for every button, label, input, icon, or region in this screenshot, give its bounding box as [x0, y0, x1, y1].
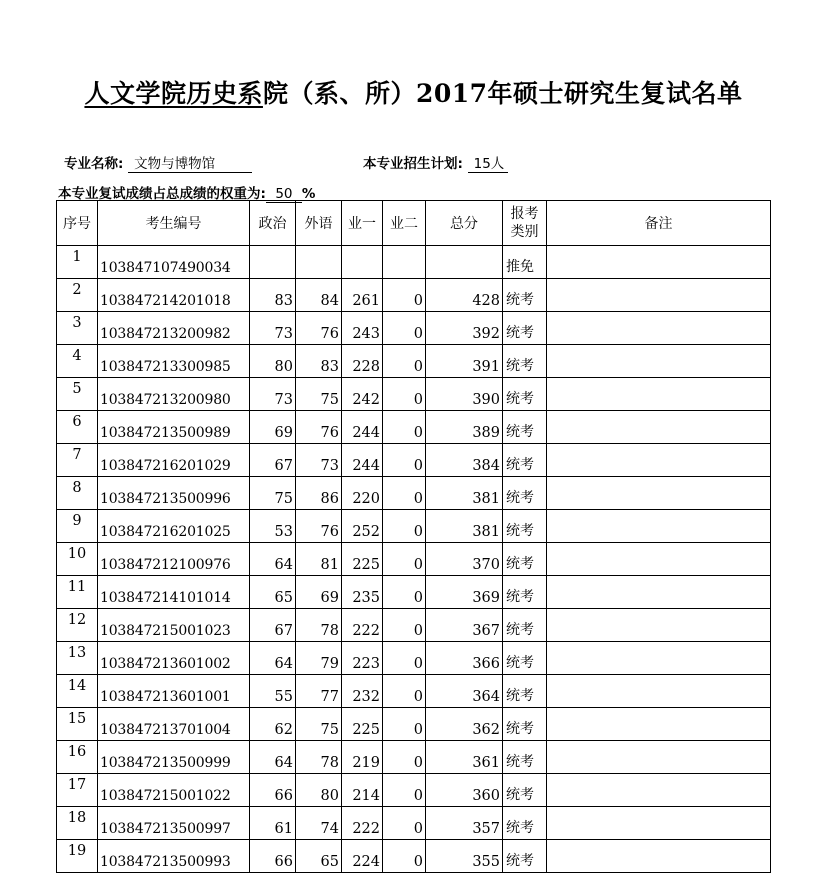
table-row — [57, 411, 771, 444]
cell-category: 统考 — [503, 642, 547, 675]
cell-total: 364 — [426, 675, 503, 708]
cell-foreign: 76 — [296, 411, 342, 444]
applicant-table — [56, 200, 771, 873]
cell-foreign: 79 — [296, 642, 342, 675]
cell-politics: 55 — [250, 675, 296, 708]
cell-politics: 53 — [250, 510, 296, 543]
table-body — [57, 246, 771, 873]
cell-seq: 12 — [57, 609, 98, 642]
cell-remarks — [547, 411, 771, 444]
cell-total: 360 — [426, 774, 503, 807]
cell-seq: 18 — [57, 807, 98, 840]
cell-seq: 19 — [57, 840, 98, 873]
cell-foreign: 86 — [296, 477, 342, 510]
cell-politics — [250, 246, 296, 279]
cell-major2: 0 — [383, 378, 426, 411]
cell-major1: 242 — [342, 378, 383, 411]
cell-politics: 65 — [250, 576, 296, 609]
cell-foreign: 76 — [296, 312, 342, 345]
cell-major2: 0 — [383, 708, 426, 741]
cell-id: 103847215001022 — [98, 774, 250, 807]
header-seq: 序号 — [57, 201, 98, 246]
cell-foreign: 77 — [296, 675, 342, 708]
table-row — [57, 246, 771, 279]
cell-total: 381 — [426, 510, 503, 543]
cell-major1: 223 — [342, 642, 383, 675]
plan-line — [363, 152, 508, 173]
cell-major2 — [383, 246, 426, 279]
cell-id: 103847213300985 — [98, 345, 250, 378]
header-category — [503, 201, 547, 246]
header-remarks: 备注 — [547, 201, 771, 246]
cell-total: 370 — [426, 543, 503, 576]
cell-category: 统考 — [503, 609, 547, 642]
cell-foreign: 81 — [296, 543, 342, 576]
cell-major1: 224 — [342, 840, 383, 873]
cell-remarks — [547, 708, 771, 741]
header-politics: 政治 — [250, 201, 296, 246]
cell-major1: 261 — [342, 279, 383, 312]
table-row — [57, 807, 771, 840]
cell-category: 统考 — [503, 279, 547, 312]
cell-remarks — [547, 477, 771, 510]
table-row — [57, 576, 771, 609]
cell-seq: 11 — [57, 576, 98, 609]
cell-politics: 61 — [250, 807, 296, 840]
cell-seq: 7 — [57, 444, 98, 477]
cell-id: 103847213500989 — [98, 411, 250, 444]
table-row — [57, 279, 771, 312]
cell-id: 103847214201018 — [98, 279, 250, 312]
cell-id: 103847214101014 — [98, 576, 250, 609]
table-row — [57, 675, 771, 708]
cell-total: 367 — [426, 609, 503, 642]
cell-seq: 4 — [57, 345, 98, 378]
cell-foreign: 78 — [296, 609, 342, 642]
cell-politics: 67 — [250, 444, 296, 477]
major-line — [64, 152, 252, 173]
cell-seq: 16 — [57, 741, 98, 774]
cell-major2: 0 — [383, 477, 426, 510]
cell-remarks — [547, 543, 771, 576]
cell-id: 103847213500993 — [98, 840, 250, 873]
cell-politics: 73 — [250, 312, 296, 345]
cell-id: 103847213200980 — [98, 378, 250, 411]
cell-seq: 5 — [57, 378, 98, 411]
page-title — [0, 74, 827, 110]
cell-major1: 222 — [342, 807, 383, 840]
title-rest: 院（系、所）2017年硕士研究生复试名单 — [262, 79, 743, 108]
cell-total: 391 — [426, 345, 503, 378]
cell-seq: 13 — [57, 642, 98, 675]
weight-unit: % — [301, 186, 316, 202]
cell-politics: 80 — [250, 345, 296, 378]
cell-total: 392 — [426, 312, 503, 345]
cell-remarks — [547, 312, 771, 345]
cell-major1: 235 — [342, 576, 383, 609]
cell-major2: 0 — [383, 774, 426, 807]
cell-category: 统考 — [503, 345, 547, 378]
cell-major2: 0 — [383, 312, 426, 345]
cell-category: 统考 — [503, 543, 547, 576]
table-row — [57, 444, 771, 477]
cell-foreign: 83 — [296, 345, 342, 378]
cell-seq: 17 — [57, 774, 98, 807]
cell-major1: 244 — [342, 411, 383, 444]
table-row — [57, 510, 771, 543]
cell-remarks — [547, 807, 771, 840]
cell-politics: 64 — [250, 642, 296, 675]
cell-id: 103847213500997 — [98, 807, 250, 840]
header-foreign: 外语 — [296, 201, 342, 246]
cell-total: 384 — [426, 444, 503, 477]
cell-category: 统考 — [503, 477, 547, 510]
cell-major2: 0 — [383, 345, 426, 378]
cell-major1 — [342, 246, 383, 279]
cell-major2: 0 — [383, 510, 426, 543]
major-label: 专业名称: — [64, 156, 124, 172]
cell-remarks — [547, 576, 771, 609]
cell-foreign: 84 — [296, 279, 342, 312]
cell-category: 统考 — [503, 741, 547, 774]
cell-major1: 225 — [342, 708, 383, 741]
cell-major2: 0 — [383, 840, 426, 873]
cell-remarks — [547, 840, 771, 873]
cell-total: 366 — [426, 642, 503, 675]
cell-foreign: 76 — [296, 510, 342, 543]
cell-major2: 0 — [383, 279, 426, 312]
cell-id: 103847212100976 — [98, 543, 250, 576]
cell-seq: 14 — [57, 675, 98, 708]
cell-id: 103847213601001 — [98, 675, 250, 708]
cell-id: 103847216201029 — [98, 444, 250, 477]
cell-remarks — [547, 345, 771, 378]
header-row — [57, 201, 771, 246]
cell-foreign: 75 — [296, 378, 342, 411]
cell-foreign: 75 — [296, 708, 342, 741]
cell-seq: 8 — [57, 477, 98, 510]
header-category-line1: 报考 — [510, 206, 539, 222]
cell-politics: 66 — [250, 774, 296, 807]
cell-total: 362 — [426, 708, 503, 741]
table-row — [57, 312, 771, 345]
header-major2: 业二 — [383, 201, 426, 246]
cell-seq: 1 — [57, 246, 98, 279]
cell-total: 369 — [426, 576, 503, 609]
table-row — [57, 477, 771, 510]
cell-seq: 2 — [57, 279, 98, 312]
header-category-line2: 类别 — [510, 224, 539, 240]
weight-label: 本专业复试成绩占总成绩的权重为: — [58, 186, 266, 202]
cell-remarks — [547, 444, 771, 477]
cell-seq: 15 — [57, 708, 98, 741]
cell-politics: 69 — [250, 411, 296, 444]
cell-politics: 75 — [250, 477, 296, 510]
cell-remarks — [547, 378, 771, 411]
cell-category: 统考 — [503, 840, 547, 873]
cell-major1: 220 — [342, 477, 383, 510]
cell-foreign: 65 — [296, 840, 342, 873]
cell-politics: 64 — [250, 741, 296, 774]
cell-category: 统考 — [503, 576, 547, 609]
cell-foreign — [296, 246, 342, 279]
plan-value: 15人 — [468, 156, 508, 173]
cell-major2: 0 — [383, 576, 426, 609]
cell-id: 103847213601002 — [98, 642, 250, 675]
cell-category: 统考 — [503, 774, 547, 807]
cell-category: 统考 — [503, 807, 547, 840]
cell-remarks — [547, 279, 771, 312]
cell-seq: 9 — [57, 510, 98, 543]
cell-total: 428 — [426, 279, 503, 312]
cell-remarks — [547, 741, 771, 774]
table-row — [57, 708, 771, 741]
cell-id: 103847216201025 — [98, 510, 250, 543]
cell-remarks — [547, 609, 771, 642]
cell-seq: 10 — [57, 543, 98, 576]
cell-major1: 252 — [342, 510, 383, 543]
title-school: 人文学院历史系 — [84, 79, 263, 108]
cell-total: 355 — [426, 840, 503, 873]
table-row — [57, 609, 771, 642]
cell-category: 统考 — [503, 675, 547, 708]
cell-remarks — [547, 774, 771, 807]
cell-politics: 66 — [250, 840, 296, 873]
cell-category: 统考 — [503, 708, 547, 741]
table-row — [57, 642, 771, 675]
header-major1: 业一 — [342, 201, 383, 246]
cell-foreign: 80 — [296, 774, 342, 807]
cell-seq: 3 — [57, 312, 98, 345]
cell-major2: 0 — [383, 642, 426, 675]
cell-foreign: 74 — [296, 807, 342, 840]
cell-total: 357 — [426, 807, 503, 840]
cell-politics: 83 — [250, 279, 296, 312]
cell-major1: 219 — [342, 741, 383, 774]
cell-major2: 0 — [383, 741, 426, 774]
table-row — [57, 378, 771, 411]
cell-category: 统考 — [503, 444, 547, 477]
cell-politics: 73 — [250, 378, 296, 411]
cell-category: 统考 — [503, 411, 547, 444]
cell-seq: 6 — [57, 411, 98, 444]
cell-foreign: 78 — [296, 741, 342, 774]
cell-category: 推免 — [503, 246, 547, 279]
table-row — [57, 774, 771, 807]
cell-category: 统考 — [503, 312, 547, 345]
cell-id: 103847213500996 — [98, 477, 250, 510]
cell-remarks — [547, 510, 771, 543]
cell-id: 103847213500999 — [98, 741, 250, 774]
plan-label: 本专业招生计划: — [363, 156, 463, 172]
cell-major1: 243 — [342, 312, 383, 345]
header-id: 考生编号 — [98, 201, 250, 246]
cell-major1: 222 — [342, 609, 383, 642]
cell-politics: 67 — [250, 609, 296, 642]
cell-politics: 62 — [250, 708, 296, 741]
cell-id: 103847213701004 — [98, 708, 250, 741]
header-total: 总分 — [426, 201, 503, 246]
weight-value: 50 — [266, 186, 302, 203]
cell-foreign: 69 — [296, 576, 342, 609]
cell-remarks — [547, 675, 771, 708]
cell-total — [426, 246, 503, 279]
cell-major1: 214 — [342, 774, 383, 807]
major-value: 文物与博物馆 — [128, 156, 252, 173]
cell-total: 390 — [426, 378, 503, 411]
cell-major2: 0 — [383, 411, 426, 444]
cell-major1: 228 — [342, 345, 383, 378]
cell-politics: 64 — [250, 543, 296, 576]
cell-major1: 232 — [342, 675, 383, 708]
cell-major2: 0 — [383, 807, 426, 840]
table-row — [57, 543, 771, 576]
cell-total: 361 — [426, 741, 503, 774]
table-row — [57, 345, 771, 378]
cell-major2: 0 — [383, 609, 426, 642]
cell-major2: 0 — [383, 543, 426, 576]
cell-remarks — [547, 246, 771, 279]
cell-id: 103847213200982 — [98, 312, 250, 345]
cell-category: 统考 — [503, 510, 547, 543]
cell-category: 统考 — [503, 378, 547, 411]
cell-id: 103847107490034 — [98, 246, 250, 279]
cell-id: 103847215001023 — [98, 609, 250, 642]
cell-major1: 244 — [342, 444, 383, 477]
cell-major1: 225 — [342, 543, 383, 576]
cell-major2: 0 — [383, 444, 426, 477]
table-row — [57, 741, 771, 774]
table-row — [57, 840, 771, 873]
cell-foreign: 73 — [296, 444, 342, 477]
cell-remarks — [547, 642, 771, 675]
cell-major2: 0 — [383, 675, 426, 708]
cell-total: 381 — [426, 477, 503, 510]
cell-total: 389 — [426, 411, 503, 444]
